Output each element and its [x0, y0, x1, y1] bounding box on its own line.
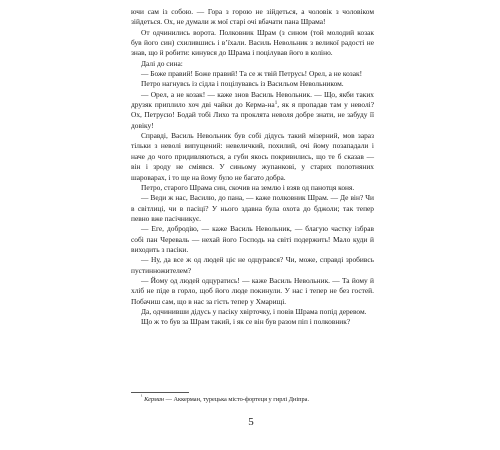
- footnote-reference: 1: [274, 101, 278, 107]
- paragraph: Петро, старого Шрама син, скочив на землю і взяв од панотця коня.: [141, 182, 355, 192]
- paragraph: Що ж то був за Шрам такий, і як се він був разом піп і полковник?: [141, 317, 351, 327]
- page-number: 5: [248, 416, 254, 428]
- paragraph: Петро нагнувсь із сідла і поцілувавсь із Васильом Невольником.: [141, 79, 344, 89]
- footnote-text: — Аккерман, турецька місто-фортеця у гирлі Дніпра.: [164, 396, 310, 403]
- footnote-marker: ¹: [141, 395, 143, 400]
- paragraph: — Веди ж нас, Василю, до пана, — каже полковник Шрам. — Де він? Чи в світлиці, чи в пасіці? У нього здавна була охота до бджоли; так тепер певно вже пасічникує.: [131, 193, 374, 223]
- paragraph: Справді, Василь Невольник був собі дідусь такий мізерний, мов зараз тільки з неволі випущений: невеличкий, похилий, очі йому позападали і наче до чого придивляються, а губи якось покривились, що те б сказав — він і зроду не сміявся. У синьому жупанкові, у старих полотняних шароварах, і то ще на йому було не багато добра.: [131, 131, 374, 182]
- paragraph: Да, одчинивши дідусь у пасіку хвірточку, і повів Шрама попід деревом.: [141, 306, 367, 316]
- paragraph: ючи сам із собою. — Гора з горою не зійдеться, а чоловік з чоловіком зійдеться. Ох, не думали ж мої старі очі вбачати пана Шрама!: [131, 7, 374, 27]
- paragraph: От одчинились ворота. Полковник Шрам (з сином (той молодий козак був його син) схилившись і в’їхали. Василь Невольник з великої радості не знав, що й робити: кинувся до Шрама і поцілував його в коліно.: [131, 27, 374, 58]
- paragraph: — Йому од людей одцуратись! — каже Василь Невольник. — Та йому й хліб не піде в горло, щоб його люде покинули. У нас і тепер не без гостей. Побачиш сам, що в нас за гість тепер у Хмарищі.: [131, 275, 374, 306]
- paragraph: — Еге, добродію, — каже Василь Невольник, — благую частку ізбрав собі пан Череваль — нехай його Господь на світі подержить! Мало куди й виходить з пасіки.: [131, 224, 374, 254]
- paragraph: — Ну, да все ж од людей ціє не одцурався? Чи, може, справді зробивсь пустинножителем?: [131, 255, 374, 275]
- footnote-separator: [131, 392, 189, 393]
- footnote-term: Керман: [144, 396, 165, 403]
- page-body-text: [131, 7, 374, 328]
- footnote: [141, 396, 381, 404]
- paragraph: — Боже правий! Боже правий! Та се ж твій Петрусь! Орел, а не козак!: [141, 69, 363, 79]
- paragraph: Далі до сина:: [141, 58, 183, 68]
- paragraph: — Орел, а не козак! — каже знов Василь Невольник. — Що, якби таких друзяк приплило хоч дві чайки до Керма-$на^1$, як я пропадав там у неволі? Ох, Петрусю! Бодай тобі Лихо та проклята неволя добре знати, не забуду її довіку!: [131, 89, 374, 130]
